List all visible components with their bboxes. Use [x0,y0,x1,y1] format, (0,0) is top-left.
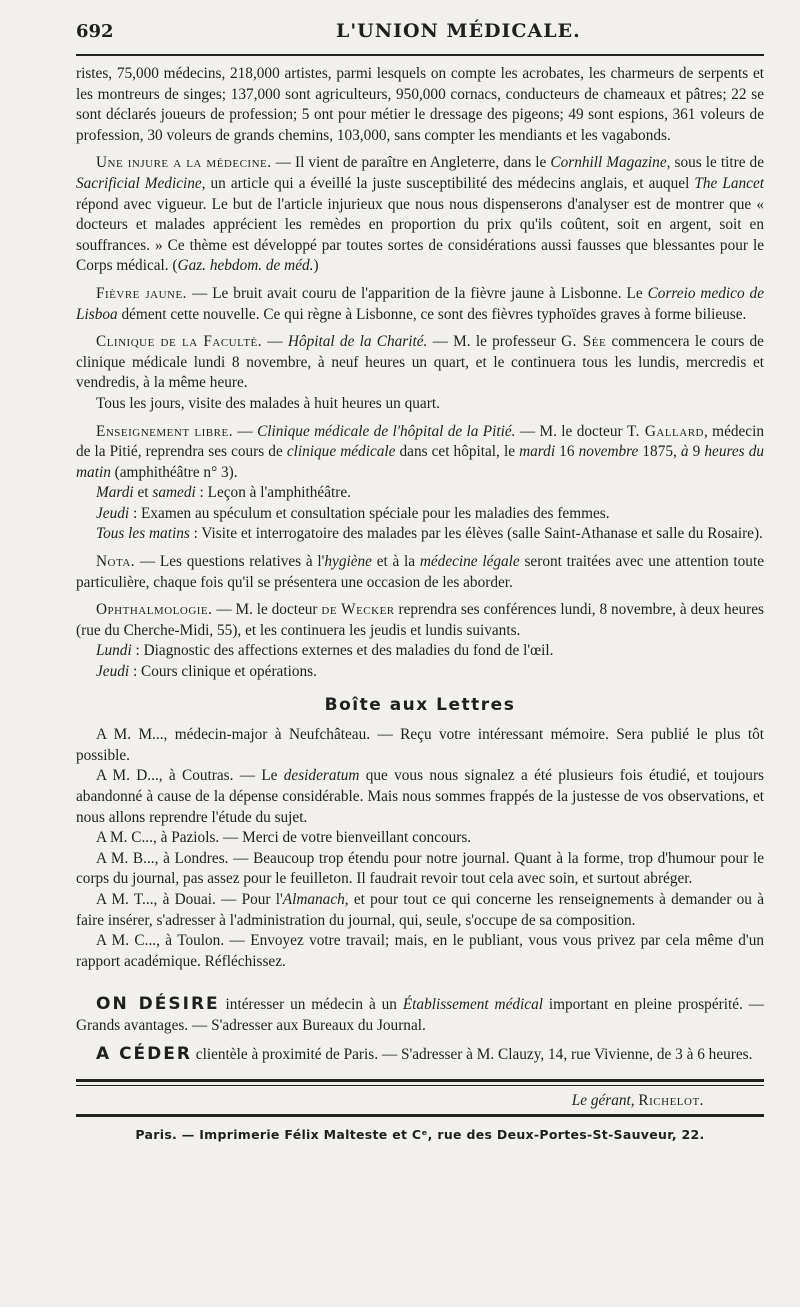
letter-toulon: A M. C..., à Toulon. — Envoyez votre travail; mais, en le publiant, vous vous privez par cela même d'un rapport académique. Réfléchissez. [76,932,764,970]
advert-on-desire: ON DÉSIRE intéresser un médecin à un Établissement médical important en pleine prospérité. — Grands avantages. — S'adresser aux Bureaux du Journal. [76,994,764,1034]
advert-a-ceder: A CÉDER clientèle à proximité de Paris. — S'adresser à M. Clauzy, 14, rue Vivienne, de 3 à 6 heures. [96,1043,753,1064]
news-item-clinique: Clinique de la Faculté. — Hôpital de la Charité. — M. le professeur G. Sée commencera le cours de clinique médicale lundi 8 novembre, à neuf heures un quart, et le continuera tous les lundis, mercredis et vendredis, à la même heure. [76,333,764,392]
footer-rule-top [76,1079,764,1086]
paragraph-census-end: ristes, 75,000 médecins, 218,000 artistes, parmi lesquels on compte les acrobates, les charmeurs de serpents et les montreurs de singes; 137,000 sont agriculteurs, 950,000 cornacs, conducteurs de chameaux et pâtres; 22 se sont déclarés joueurs de profession; 5 ont pour métier le dressage des pigeons; 49 sont espions, 361 voleurs de profession, 30 voleurs de grands chemins, 103,000, sans compter les mendiants et les vagabonds. [76,65,764,144]
page-header [76,20,764,46]
news-item-enseignement: Enseignement libre. — Clinique médicale de l'hôpital de la Pitié. — M. le docteur T. Gallard, médecin de la Pitié, reprendra ses cours de clinique médicale dans cet hôpital, le mardi 16 novembre 1875, à 9 heures du matin (amphithéâtre n° 3). [76,422,765,481]
letter-londres: A M. B..., à Londres. — Beaucoup trop étendu pour notre journal. Quant à la forme, trop d'humour pour le corps du journal, pas assez pour le feuilleton. Il faudrait revoir tout cela avec soin, et surtout abréger. [76,849,764,888]
news-item-injure: Une injure a la médecine. — Il vient de paraître en Angleterre, dans le Cornhill Magazine, sous le titre de Sacrificial Medicine, un article qui a éveillé la juste susceptibilité des médecins anglais, et auquel The Lancet répond avec vigueur. Le but de l'article injurieux que nous nous dispenserons d'analyser est de montrer que « docteurs et malades apprécient les remèdes en proportion du prix qu'ils coûtent, soit en argent, soit en souffrances. » Ce thème est développé par toutes sortes de considérations aussi fausses que blessantes pour le Corps médical. (Gaz. hebdom. de méd.) [76,154,764,275]
schedule-matins: Tous les matins : Visite et interrogatoire des malades par les élèves (salle Saint-Athanase et salle du Rosaire). [96,525,763,543]
printer-imprint: Paris. — Imprimerie Félix Malteste et Cᵉ, rue des Deux-Portes-St-Sauveur, 22. [135,1127,705,1143]
signature: Le gérant, Richelot. [571,1092,704,1110]
journal-title: L'UNION MÉDICALE. [336,20,581,42]
news-item-visite: Tous les jours, visite des malades à huit heures un quart. [96,394,440,412]
schedule-mardi: Mardi et samedi : Leçon à l'amphithéâtre. [96,484,351,502]
news-item-ophthalmologie: Ophthalmologie. — M. le docteur de Wecker reprendra ses conférences lundi, 8 novembre, à deux heures (rue du Cherche-Midi, 55), et les continuera les jeudis et lundis suivants. [76,601,764,639]
schedule-jeudi: Jeudi : Examen au spéculum et consultation spéciale pour les maladies des femmes. [96,504,610,522]
header-rule [76,54,764,56]
article-body [76,64,764,1065]
schedule-lundi: Lundi : Diagnostic des affections externes et des maladies du fond de l'œil. [96,642,554,660]
letter-douai: A M. T..., à Douai. — Pour l'Almanach, et pour tout ce qui concerne les renseignements à demander ou à faire insérer, s'adresser à l'administration du journal, qui, seule, s'occupe de sa composition. [76,890,764,929]
footer-rule-bottom [76,1114,764,1117]
news-item-nota: Nota. — Les questions relatives à l'hygiène et à la médecine légale seront traitées avec une attention toute particulière, chaque fois qu'il se présentera une occasion de les aborder. [76,553,764,591]
news-item-fievre: Fièvre jaune. — Le bruit avait couru de l'apparition de la fièvre jaune à Lisbonne. Le Correio medico de Lisboa dément cette nouvelle. Ce qui règne à Lisbonne, ce sont des fièvres typhoïdes graves à forme bilieuse. [76,284,764,323]
letter-coutras: A M. D..., à Coutras. — Le desideratum que vous nous signalez a été plusieurs fois étudié, et toujours abandonné à cause de la dépense considérable. Mais nous sommes frappés de la justesse de vos observations, et nous allons reprendre l'étude du sujet. [76,767,765,826]
letter-neufchateau: A M. M..., médecin-major à Neufchâteau. — Reçu votre intéressant mémoire. Sera publié le plus tôt possible. [76,726,764,764]
page-number: 692 [76,21,114,42]
section-heading-boite-aux-lettres: Boîte aux Lettres [324,694,516,715]
letter-paziols: A M. C..., à Paziols. — Merci de votre bienveillant concours. [96,829,472,847]
schedule-jeudi-ophth: Jeudi : Cours clinique et opérations. [96,663,317,681]
